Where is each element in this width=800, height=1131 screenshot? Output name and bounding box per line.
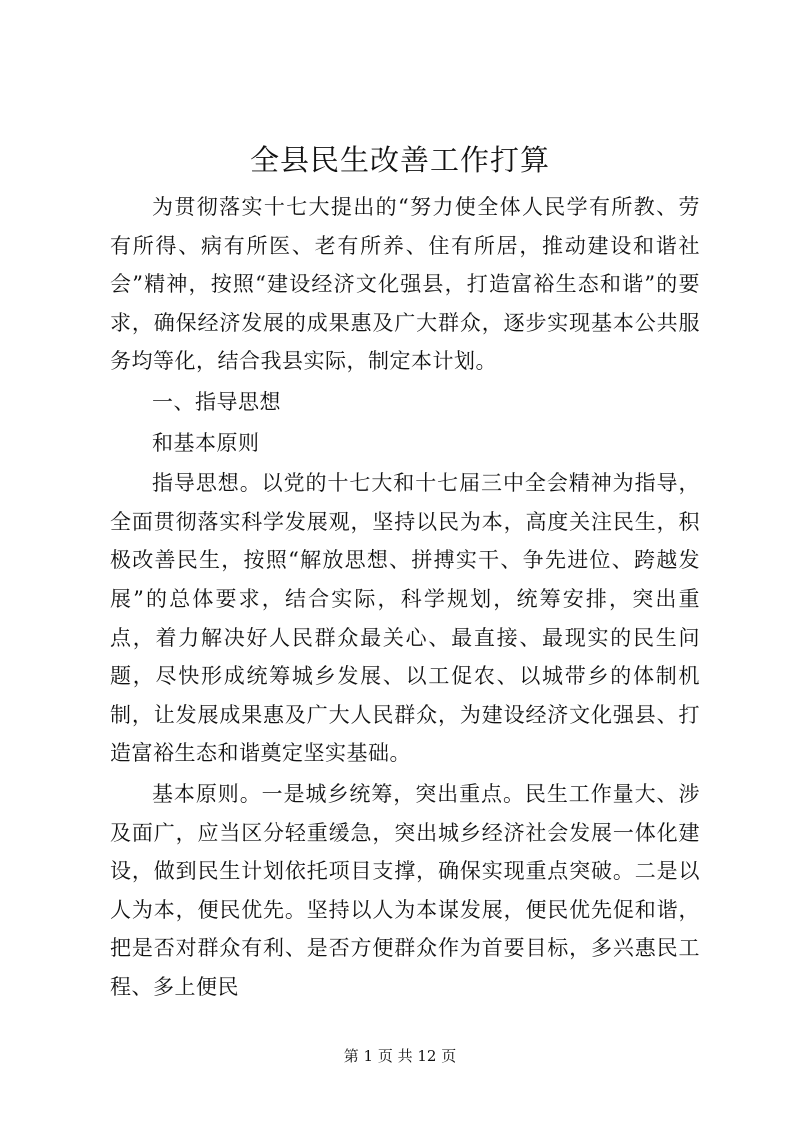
paragraph-intro: 为贯彻落实十七大提出的“努力使全体人民学有所教、劳有所得、病有所医、老有所养、住有所居，推动建设和谐社会”精神，按照“建设经济文化强县，打造富裕生态和谐”的要求，确保经济发展的成果惠及广大群众，逐步实现基本公共服务均等化，结合我县实际，制定本计划。: [110, 195, 700, 374]
section-heading-guiding-thought: 一、指导思想: [152, 389, 281, 414]
paragraph-guiding-thought: 指导思想。以党的十七大和十七届三中全会精神为指导，全面贯彻落实科学发展观，坚持以民为本，高度关注民生，积极改善民生，按照“解放思想、拼搏实干、争先进位、跨越发展”的总体要求，结合实际，科学规划，统筹安排，突出重点，着力解决好人民群众最关心、最直接、最现实的民生问题，尽快形成统筹城乡发展、以工促农、以城带乡的体制机制，让发展成果惠及广大人民群众，为建设经济文化强县、打造富裕生态和谐奠定坚实基础。: [110, 471, 700, 766]
page-footer: 第 1 页 共 12 页: [343, 1047, 457, 1065]
document-body: [110, 188, 700, 1006]
document-title: 全县民生改善工作打算: [249, 143, 550, 177]
paragraph-basic-principles: 基本原则。一是城乡统筹，突出重点。民生工作量大、涉及面广，应当区分轻重缓急，突出城乡经济社会发展一体化建设，做到民生计划依托项目支撑，确保实现重点突破。二是以人为本，便民优先。坚持以人为本谋发展，便民优先促和谐，把是否对群众有利、是否方便群众作为首要目标，多兴惠民工程、多上便民: [110, 781, 700, 999]
section-heading-basic-principles: 和基本原则: [152, 430, 260, 455]
